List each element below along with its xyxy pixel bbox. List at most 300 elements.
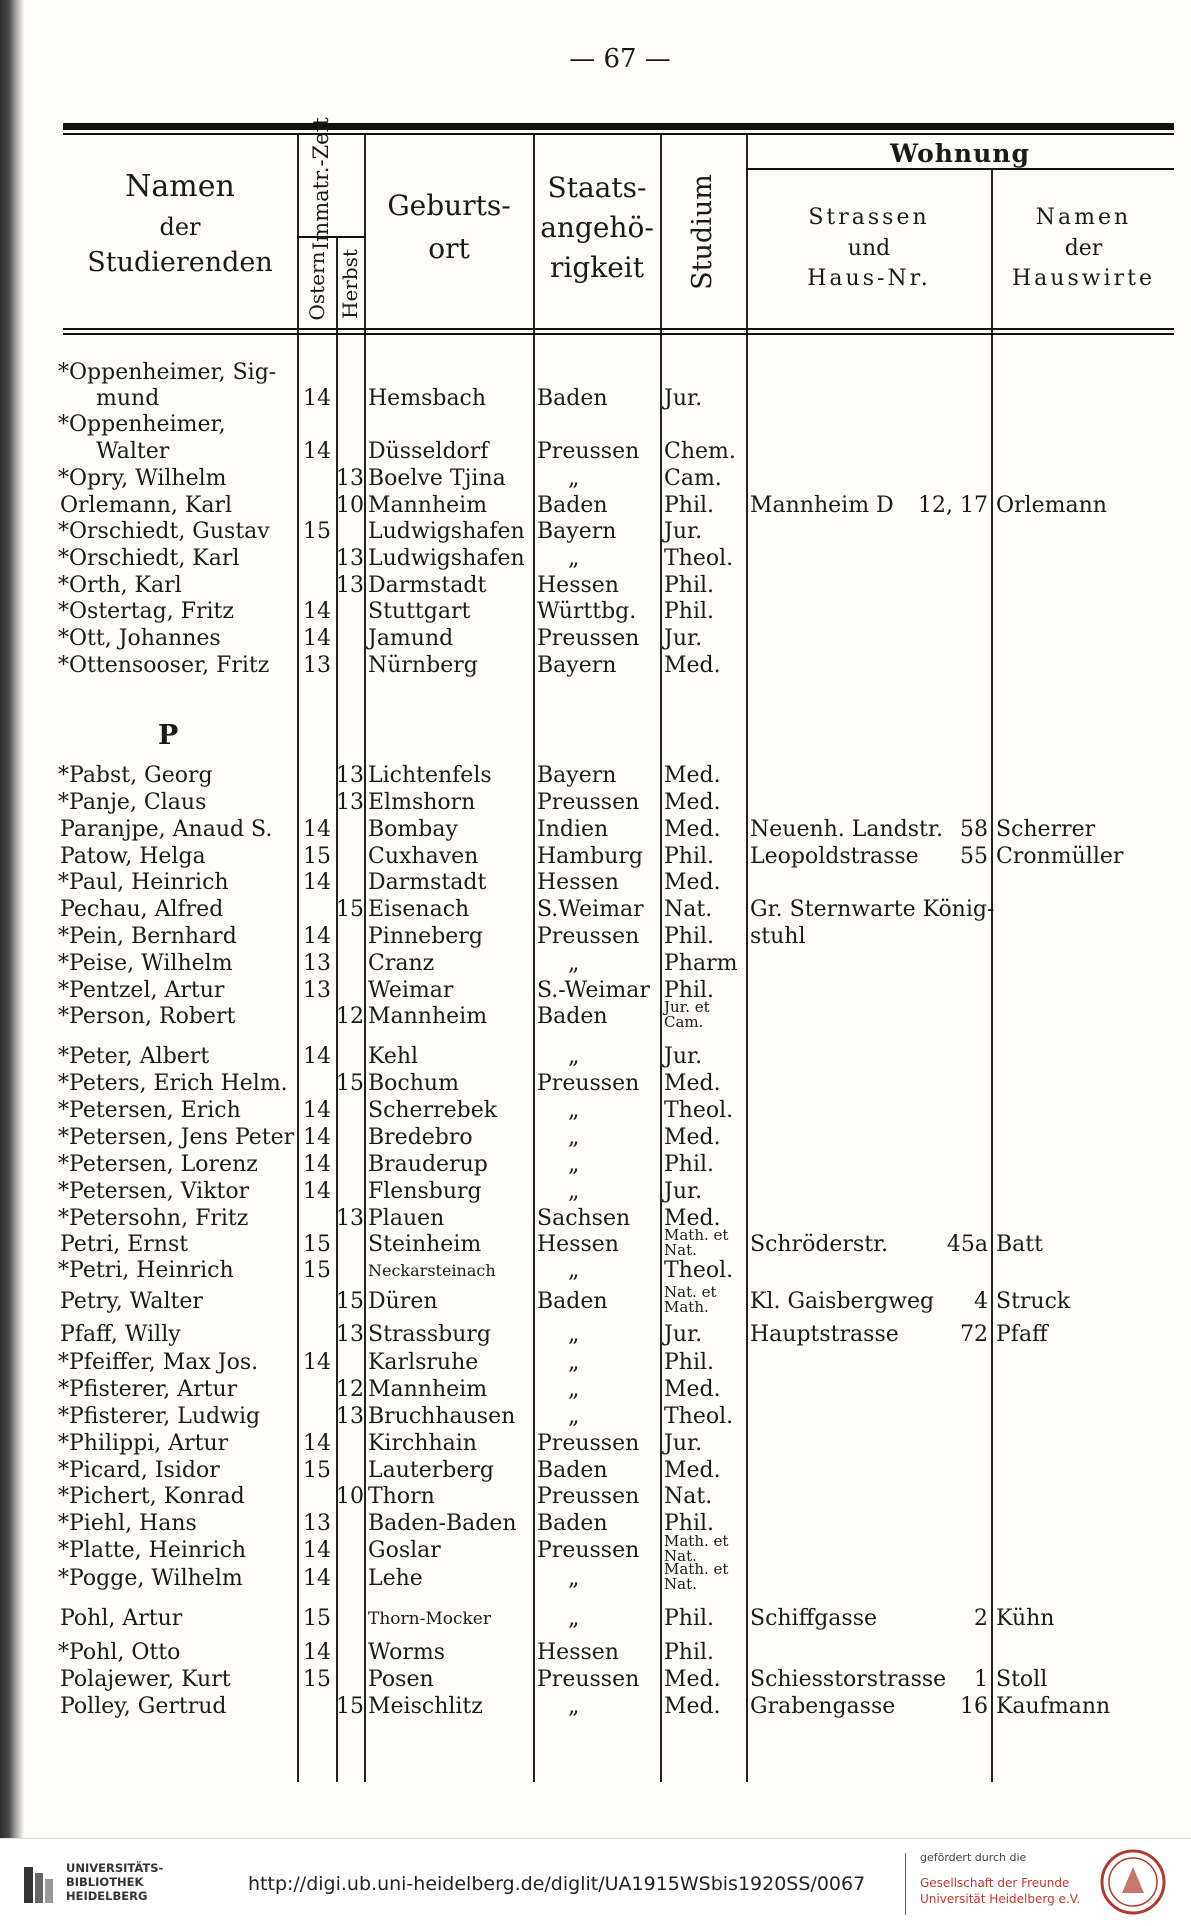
row-12-name: *Pabst, Georg [58,763,213,788]
row-43-name: *Pohl, Otto [58,1640,181,1665]
funded-by-text: gefördert durch die [920,1851,1027,1864]
row-30-studium: Theol. [664,1258,734,1283]
row-6-staat: Bayern [537,519,617,544]
row-29-strasse: Schröderstr. [750,1232,889,1257]
header-bottom-rule-2 [63,333,1174,335]
row-17-name: Pechau, Alfred [60,897,224,922]
row-20-staat: S.-Weimar [537,978,650,1003]
row-17-strasse: Gr. Sternwarte König- [750,897,995,922]
row-25-staat: „ [568,1125,580,1150]
row-8-ort: Darmstadt [368,573,487,598]
page-binding-edge [0,0,24,1838]
row-9-studium: Phil. [664,599,715,624]
top-thick-rule [63,123,1174,130]
row-42-studium: Phil. [664,1606,715,1631]
row-45-ort: Meischlitz [368,1694,483,1719]
row-26-studium: Phil. [664,1152,715,1177]
row-31-nr: 4 [974,1289,988,1314]
row-5-herbst: 10 [336,493,364,518]
row-28-name: *Petersohn, Fritz [58,1206,249,1231]
row-5-staat: Baden [537,493,608,518]
row-40-ort: Goslar [368,1538,441,1563]
row-44-strasse: Schiesstorstrasse [750,1667,947,1692]
row-7-ort: Ludwigshafen [368,546,525,571]
row-4-studium: Cam. [664,466,722,491]
row-3-ostern: 14 [303,439,331,464]
row-31-studium: Nat. et Math. [664,1283,717,1316]
row-11-ostern: 13 [303,653,331,678]
row-25-ostern: 14 [303,1125,331,1150]
row-29-ort: Steinheim [368,1232,482,1257]
row-13-name: *Panje, Claus [58,790,207,815]
row-11-staat: Bayern [537,653,617,678]
row-23-staat: Preussen [537,1071,640,1096]
row-29-nr: 45a [946,1232,988,1257]
row-23-name: *Peters, Erich Helm. [58,1071,288,1096]
library-name-line3: HEIDELBERG [66,1889,148,1903]
row-8-studium: Phil. [664,573,715,598]
row-15-wirt: Cronmüller [996,844,1124,869]
row-44-wirt: Stoll [996,1667,1048,1692]
row-37-name: *Picard, Isidor [58,1458,220,1483]
row-13-ort: Elmshorn [368,790,476,815]
row-16-staat: Hessen [537,870,619,895]
header-staatsangehoerigkeit [535,170,659,285]
row-41-ort: Lehe [368,1566,423,1591]
header-name [70,168,290,279]
row-7-staat: „ [568,546,580,571]
row-30-ort: Neckarsteinach [368,1261,496,1280]
row-39-ort: Baden-Baden [368,1511,517,1536]
header-strassen [748,204,990,293]
row-18-staat: Preussen [537,924,640,949]
society-name [920,1875,1080,1907]
row-29-ostern: 15 [303,1232,331,1257]
row-10-ostern: 14 [303,626,331,651]
footer-bar [0,1838,1191,1926]
row-19-studium: Pharm [664,951,738,976]
row-19-staat: „ [568,951,580,976]
row-35-name: *Pfisterer, Ludwig [58,1404,261,1429]
header-name-line3: Studierenden [87,246,273,278]
header-street-line3: Haus-Nr. [807,266,931,291]
row-28-herbst: 13 [336,1206,364,1231]
row-10-name: *Ott, Johannes [58,626,221,651]
row-40-staat: Preussen [537,1538,640,1563]
row-43-staat: Hessen [537,1640,619,1665]
row-16-ostern: 14 [303,870,331,895]
row-4-name: *Opry, Wilhelm [58,466,227,491]
row-16-studium: Med. [664,870,721,895]
university-seal-icon [1100,1849,1166,1915]
row-28-studium: Med. [664,1206,721,1231]
row-4-ort: Boelve Tjina [368,466,506,491]
row-44-nr: 1 [974,1667,988,1692]
row-17-studium: Nat. [664,897,713,922]
header-name-line2: der [159,212,201,241]
col-sep-4 [533,135,535,1782]
row-27-studium: Jur. [664,1179,703,1204]
row-25-studium: Med. [664,1125,721,1150]
row-21-name: *Person, Robert [58,1004,236,1029]
row-43-studium: Phil. [664,1640,715,1665]
row-23-herbst: 15 [336,1071,364,1096]
row-21-ort: Mannheim [368,1004,488,1029]
row-5-ort: Mannheim [368,493,488,518]
row-9-name: *Ostertag, Fritz [58,599,234,624]
row-28-staat: Sachsen [537,1206,631,1231]
row-36-ostern: 14 [303,1431,331,1456]
row-17-ort: Eisenach [368,897,470,922]
row-3-name: Walter [96,439,170,464]
row-26-ostern: 14 [303,1152,331,1177]
row-1-staat: Baden [537,386,608,411]
row-26-staat: „ [568,1152,580,1177]
row-3-studium: Chem. [664,439,736,464]
row-17-staat: S.Weimar [537,897,644,922]
row-17-herbst: 15 [336,897,364,922]
row-12-studium: Med. [664,763,721,788]
society-name-line1: Gesellschaft der Freunde [920,1876,1070,1890]
row-40-name: *Platte, Heinrich [58,1538,247,1563]
row-14-nr: 58 [960,817,988,842]
row-10-ort: Jamund [368,626,454,651]
row-7-herbst: 13 [336,546,364,571]
row-14-wirt: Scherrer [996,817,1096,842]
row-32-herbst: 13 [336,1322,364,1347]
col-sep-1 [297,135,299,1782]
row-45-staat: „ [568,1694,580,1719]
row-29-wirt: Batt [996,1232,1043,1257]
row-45-wirt: Kaufmann [996,1694,1111,1719]
row-27-ort: Flensburg [368,1179,482,1204]
row-18-studium: Phil. [664,924,715,949]
row-44-ort: Posen [368,1667,434,1692]
row-21-herbst: 12 [336,1004,364,1029]
library-name-line1: UNIVERSITÄTS- [66,1861,164,1875]
row-23-studium: Med. [664,1071,721,1096]
row-40-ostern: 14 [303,1538,331,1563]
row-37-ostern: 15 [303,1458,331,1483]
row-42-wirt: Kühn [996,1606,1055,1631]
row-8-name: *Orth, Karl [58,573,182,598]
row-5-nr: 12, 17 [918,493,988,518]
row-10-studium: Jur. [664,626,703,651]
row-34-ort: Mannheim [368,1377,488,1402]
row-39-name: *Piehl, Hans [58,1511,197,1536]
row-24-studium: Theol. [664,1098,734,1123]
row-35-ort: Bruchhausen [368,1404,516,1429]
row-15-ort: Cuxhaven [368,844,479,869]
library-name [66,1861,163,1903]
row-25-name: *Petersen, Jens Peter [58,1125,295,1150]
row-5-name: Orlemann, Karl [60,493,233,518]
row-6-studium: Jur. [664,519,703,544]
row-7-name: *Orschiedt, Karl [58,546,240,571]
row-31-wirt: Struck [996,1289,1071,1314]
row-32-studium: Jur. [664,1322,703,1347]
row-31-herbst: 15 [336,1289,364,1314]
row-12-herbst: 13 [336,763,364,788]
row-24-name: *Petersen, Erich [58,1098,241,1123]
row-41-staat: „ [568,1566,580,1591]
row-38-ort: Thorn [368,1484,435,1509]
col-sep-5 [660,135,662,1782]
row-45-strasse: Grabengasse [750,1694,896,1719]
row-15-nr: 55 [960,844,988,869]
row-33-ort: Karlsruhe [368,1350,479,1375]
row-42-strasse: Schiffgasse [750,1606,878,1631]
row-34-staat: „ [568,1377,580,1402]
header-wohnung: Wohnung [890,139,1030,168]
row-12-ort: Lichtenfels [368,763,492,788]
row-18-name: *Pein, Bernhard [58,924,237,949]
row-30-name: *Petri, Heinrich [58,1258,234,1283]
row-32-name: Pfaff, Willy [60,1322,181,1347]
header-host-line3: Hauswirte [1011,266,1155,291]
row-14-ostern: 14 [303,817,331,842]
row-12-staat: Bayern [537,763,617,788]
row-15-name: Patow, Helga [60,844,206,869]
society-name-line2: Universität Heidelberg e.V. [920,1892,1081,1906]
row-41-studium: Math. et Nat. [664,1560,729,1593]
row-32-staat: „ [568,1322,580,1347]
row-22-ostern: 14 [303,1044,331,1069]
header-name-line1: Namen [125,169,235,204]
row-14-staat: Indien [537,817,609,842]
row-25-ort: Bredebro [368,1125,473,1150]
row-21-studium: Jur. et Cam. [664,998,710,1031]
row-9-ostern: 14 [303,599,331,624]
row-11-name: *Ottensooser, Fritz [58,653,270,678]
row-30-ostern: 15 [303,1258,331,1283]
row-45-studium: Med. [664,1694,721,1719]
row-1-ort: Hemsbach [368,386,487,411]
row-6-ort: Ludwigshafen [368,519,525,544]
header-birth-line1: Geburts- [387,189,511,222]
row-3-staat: Preussen [537,439,640,464]
row-19-ort: Cranz [368,951,435,976]
row-35-studium: Theol. [664,1404,734,1429]
row-15-strasse: Leopoldstrasse [750,844,919,869]
row-39-staat: Baden [537,1511,608,1536]
row-29-staat: Hessen [537,1232,619,1257]
footer-divider [905,1853,906,1915]
col-sep-7 [991,170,993,1782]
row-31-name: Petry, Walter [60,1289,203,1314]
row-20-studium: Phil. [664,978,715,1003]
row-31-staat: Baden [537,1289,608,1314]
header-herbst: Herbst [338,249,362,319]
row-36-name: *Philippi, Artur [58,1431,229,1456]
page-number: — 67 — [569,44,671,74]
row-44-staat: Preussen [537,1667,640,1692]
header-state-line3: rigkeit [549,251,644,284]
row-33-ostern: 14 [303,1350,331,1375]
row-45-name: Polley, Gertrud [60,1694,227,1719]
row-27-ostern: 14 [303,1179,331,1204]
row-32-ort: Strassburg [368,1322,491,1347]
row-32-nr: 72 [960,1322,988,1347]
section-letter: P [158,720,179,751]
row-45-herbst: 15 [336,1694,364,1719]
row-44-ostern: 15 [303,1667,331,1692]
row-38-studium: Nat. [664,1484,713,1509]
row-22-studium: Jur. [664,1044,703,1069]
header-ostern: Ostern [305,251,329,321]
header-immatr-zeit: Immatr.-Zeit [309,117,333,250]
row-11-ort: Nürnberg [368,653,478,678]
row-33-studium: Phil. [664,1350,715,1375]
row-11-studium: Med. [664,653,721,678]
row-41-name: *Pogge, Wilhelm [58,1566,243,1591]
header-geburtsort [366,188,532,266]
row-42-ort: Thorn-Mocker [368,1609,491,1629]
row-44-name: Polajewer, Kurt [60,1667,231,1692]
row-20-ostern: 13 [303,978,331,1003]
row-42-staat: „ [568,1606,580,1631]
row-7-studium: Theol. [664,546,734,571]
row-35-staat: „ [568,1404,580,1429]
row-37-studium: Med. [664,1458,721,1483]
row-18-ostern: 14 [303,924,331,949]
row-32-wirt: Pfaff [996,1322,1048,1347]
row-18-strasse: stuhl [750,924,806,949]
row-34-studium: Med. [664,1377,721,1402]
row-27-staat: „ [568,1179,580,1204]
row-5-strasse: Mannheim D [750,493,894,518]
row-34-herbst: 12 [336,1377,364,1402]
row-44-studium: Med. [664,1667,721,1692]
row-22-name: *Peter, Albert [58,1044,210,1069]
header-birth-line2: ort [428,232,470,265]
header-host-line2: der [1064,235,1103,261]
row-41-ostern: 14 [303,1566,331,1591]
row-30-staat: „ [568,1258,580,1283]
header-state-line2: angehö- [540,211,654,244]
row-4-staat: „ [568,466,580,491]
header-studium: Studium [687,174,718,290]
row-43-ort: Worms [368,1640,446,1665]
row-3-ort: Düsseldorf [368,439,489,464]
row-14-name: Paranjpe, Anaud S. [60,817,273,842]
row-10-staat: Preussen [537,626,640,651]
header-host-line1: Namen [1035,205,1132,230]
row-26-ort: Brauderup [368,1152,488,1177]
header-street-line1: Strassen [808,205,930,230]
row-33-name: *Pfeiffer, Max Jos. [58,1350,259,1375]
row-24-ort: Scherrebek [368,1098,498,1123]
row-38-name: *Pichert, Konrad [58,1484,245,1509]
row-45-nr: 16 [960,1694,988,1719]
row-28-ort: Plauen [368,1206,445,1231]
row-0-name: *Oppenheimer, Sig- [58,360,277,385]
row-40-studium: Math. et Nat. [664,1532,729,1565]
row-19-name: *Peise, Wilhelm [58,951,233,976]
row-27-name: *Petersen, Viktor [58,1179,250,1204]
row-20-name: *Pentzel, Artur [58,978,225,1003]
row-1-name: mund [96,386,160,411]
row-38-herbst: 10 [336,1484,364,1509]
row-13-herbst: 13 [336,790,364,815]
row-37-ort: Lauterberg [368,1458,494,1483]
header-state-line1: Staats- [547,171,647,204]
header-bottom-rule-1 [63,328,1174,330]
row-15-studium: Phil. [664,844,715,869]
row-4-herbst: 13 [336,466,364,491]
row-8-herbst: 13 [336,573,364,598]
row-15-ostern: 15 [303,844,331,869]
row-15-staat: Hamburg [537,844,644,869]
row-36-ort: Kirchhain [368,1431,477,1456]
row-29-studium: Math. et Nat. [664,1226,729,1259]
row-18-ort: Pinneberg [368,924,483,949]
row-31-ort: Düren [368,1289,438,1314]
row-8-staat: Hessen [537,573,619,598]
library-logo-icon [22,1865,56,1905]
row-37-staat: Baden [537,1458,608,1483]
row-19-ostern: 13 [303,951,331,976]
row-31-strasse: Kl. Gaisbergweg [750,1289,935,1314]
row-38-staat: Preussen [537,1484,640,1509]
col-sep-3 [364,135,366,1782]
row-33-staat: „ [568,1350,580,1375]
row-9-staat: Württbg. [537,599,637,624]
row-22-staat: „ [568,1044,580,1069]
row-1-ostern: 14 [303,386,331,411]
row-20-ort: Weimar [368,978,454,1003]
top-thin-rule [63,133,1174,135]
row-6-name: *Orschiedt, Gustav [58,519,270,544]
row-36-staat: Preussen [537,1431,640,1456]
row-1-studium: Jur. [664,386,703,411]
row-2-name: *Oppenheimer, [58,412,226,437]
row-35-herbst: 13 [336,1404,364,1429]
row-23-ort: Bochum [368,1071,459,1096]
library-name-line2: BIBLIOTHEK [66,1875,144,1889]
row-42-name: Pohl, Artur [60,1606,183,1631]
row-14-strasse: Neuenh. Landstr. [750,817,943,842]
row-14-ort: Bombay [368,817,458,842]
row-43-ostern: 14 [303,1640,331,1665]
row-42-nr: 2 [974,1606,988,1631]
row-34-name: *Pfisterer, Artur [58,1377,238,1402]
row-21-staat: Baden [537,1004,608,1029]
row-9-ort: Stuttgart [368,599,471,624]
row-42-ostern: 15 [303,1606,331,1631]
header-hauswirte [993,204,1174,293]
col-sep-6 [746,135,748,1782]
row-5-wirt: Orlemann [996,493,1107,518]
row-32-strasse: Hauptstrasse [750,1322,899,1347]
row-16-name: *Paul, Heinrich [58,870,229,895]
row-22-ort: Kehl [368,1044,419,1069]
row-39-studium: Phil. [664,1511,715,1536]
row-26-name: *Petersen, Lorenz [58,1152,258,1177]
header-street-line2: und [847,235,891,261]
row-39-ostern: 13 [303,1511,331,1536]
row-36-studium: Jur. [664,1431,703,1456]
row-16-ort: Darmstadt [368,870,487,895]
row-14-studium: Med. [664,817,721,842]
row-29-name: Petri, Ernst [60,1232,189,1257]
source-url-link[interactable]: http://digi.ub.uni-heidelberg.de/diglit/UA1915WSbis1920SS/0067 [248,1873,866,1895]
row-24-ostern: 14 [303,1098,331,1123]
row-13-staat: Preussen [537,790,640,815]
row-5-studium: Phil. [664,493,715,518]
row-24-staat: „ [568,1098,580,1123]
row-6-ostern: 15 [303,519,331,544]
